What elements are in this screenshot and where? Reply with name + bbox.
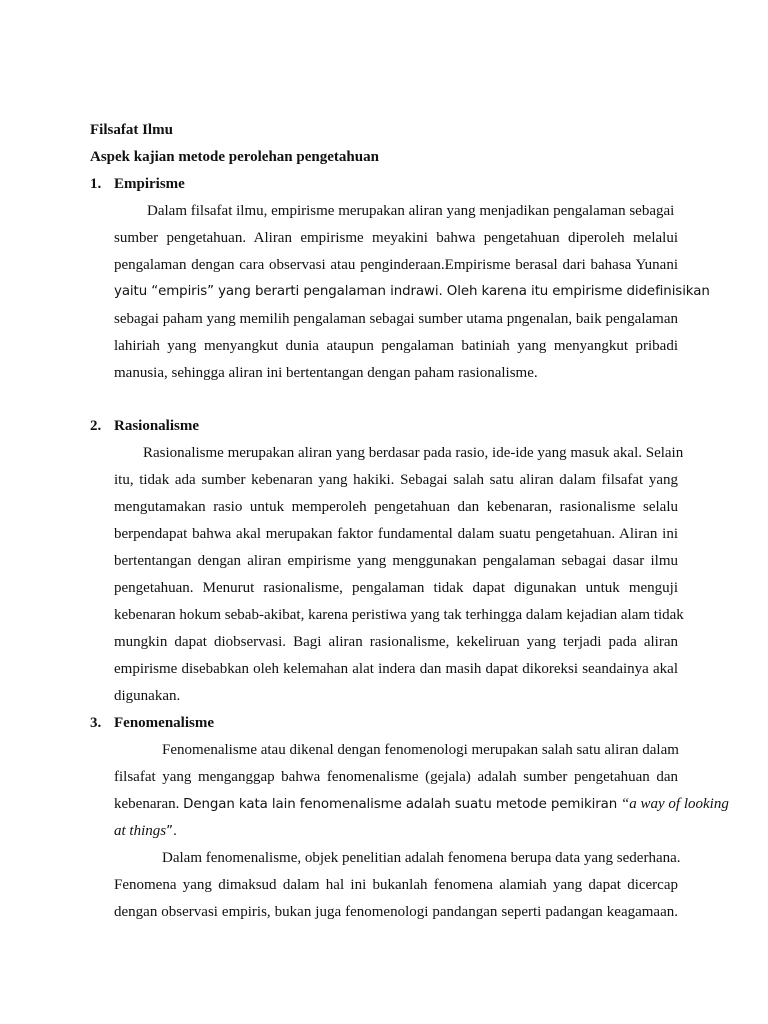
section-2-line-5: bertentangan dengan aliran empirisme yang menggunakan pengalaman sebagai dasar ilmu	[114, 553, 678, 569]
section-2-line-1: Rasionalisme merupakan aliran yang berdasar pada rasio, ide-ide yang masuk akal. Selain	[143, 445, 684, 461]
section-3-p1-line-3-a: kebenaran.	[114, 796, 180, 812]
section-3-p1-line-4	[114, 822, 177, 841]
section-2-line-3: mengutamakan rasio untuk memperoleh pengetahuan dan kebenaran, rasionalisme selalu	[114, 499, 678, 515]
section-3-p1-line-3-c: “a way of looking	[620, 796, 729, 812]
section-3-p1-line-3	[114, 795, 729, 814]
section-3-p1-line-2: filsafat yang menganggap bahwa fenomenalisme (gejala) adalah sumber pengetahuan dan	[114, 769, 678, 785]
section-1-line-5: sebagai paham yang memilih pengalaman sebagai sumber utama pngenalan, baik pengalaman	[114, 311, 678, 327]
section-1-heading: Empirisme	[114, 176, 185, 192]
section-2-line-9: empirisme disebabkan oleh kelemahan alat indera dan masih dapat dikoreksi seandainya akal	[114, 661, 678, 677]
section-2-line-4: berpendapat bahwa akal merupakan faktor fundamental dalam suatu pengetahuan. Aliran ini	[114, 526, 678, 542]
section-3-p1-line-4-b: ”.	[166, 824, 178, 839]
section-1-line-4: yaitu “empiris” yang berarti pengalaman indrawi. Oleh karena itu empirisme didefinisikan	[114, 284, 710, 299]
section-2-line-2: itu, tidak ada sumber kebenaran yang hakiki. Sebagai salah satu aliran dalam filsafat yang	[114, 472, 678, 488]
section-2-line-7: kebenaran hokum sebab-akibat, karena peristiwa yang tak terhingga dalam kejadian alam tidak	[114, 607, 684, 623]
section-3-p2-line-1: Dalam fenomenalisme, objek penelitian adalah fenomena berupa data yang sederhana.	[162, 850, 681, 866]
section-3-p2-line-2: Fenomena yang dimaksud dalam hal ini bukanlah fenomena alamiah yang dapat dicercap	[114, 877, 678, 893]
section-1-line-6: lahiriah yang menyangkut dunia ataupun pengalaman batiniah yang menyangkut pribadi	[114, 338, 678, 354]
section-2-number: 2.	[90, 418, 102, 434]
section-1-line-3: pengalaman dengan cara observasi atau penginderaan.Empirisme berasal dari bahasa Yunani	[114, 257, 678, 273]
section-3-p2-line-3: dengan observasi empiris, bukan juga fenomenologi pandangan seperti padangan keagamaan.	[114, 904, 678, 920]
section-2-heading: Rasionalisme	[114, 418, 200, 434]
section-2-line-10: digunakan.	[114, 688, 181, 704]
section-3-p1-line-3-b: Dengan kata lain fenomenalisme adalah suatu metode pemikiran	[183, 797, 618, 812]
section-3-heading: Fenomenalisme	[114, 715, 214, 731]
section-3-p1-line-1: Fenomenalisme atau dikenal dengan fenomenologi merupakan salah satu aliran dalam	[162, 742, 679, 758]
section-3-p1-line-4-a: at things	[114, 823, 167, 839]
section-1-line-7: manusia, sehingga aliran ini bertentangan dengan paham rasionalisme.	[114, 365, 538, 381]
section-1-line-2: sumber pengetahuan. Aliran empirisme meyakini bahwa pengetahuan diperoleh melalui	[114, 230, 678, 246]
section-2-line-8: mungkin dapat diobservasi. Bagi aliran rasionalisme, kekeliruan yang terjadi pada aliran	[114, 634, 678, 650]
document-title: Filsafat Ilmu	[90, 122, 173, 138]
section-2-line-6: pengetahuan. Menurut rasionalisme, pengalaman tidak dapat digunakan untuk menguji	[114, 580, 678, 596]
section-1-number: 1.	[90, 176, 102, 192]
section-3-number: 3.	[90, 715, 102, 731]
section-1-line-1: Dalam filsafat ilmu, empirisme merupakan aliran yang menjadikan pengalaman sebagai	[147, 203, 675, 219]
document-subtitle: Aspek kajian metode perolehan pengetahuan	[90, 149, 379, 165]
